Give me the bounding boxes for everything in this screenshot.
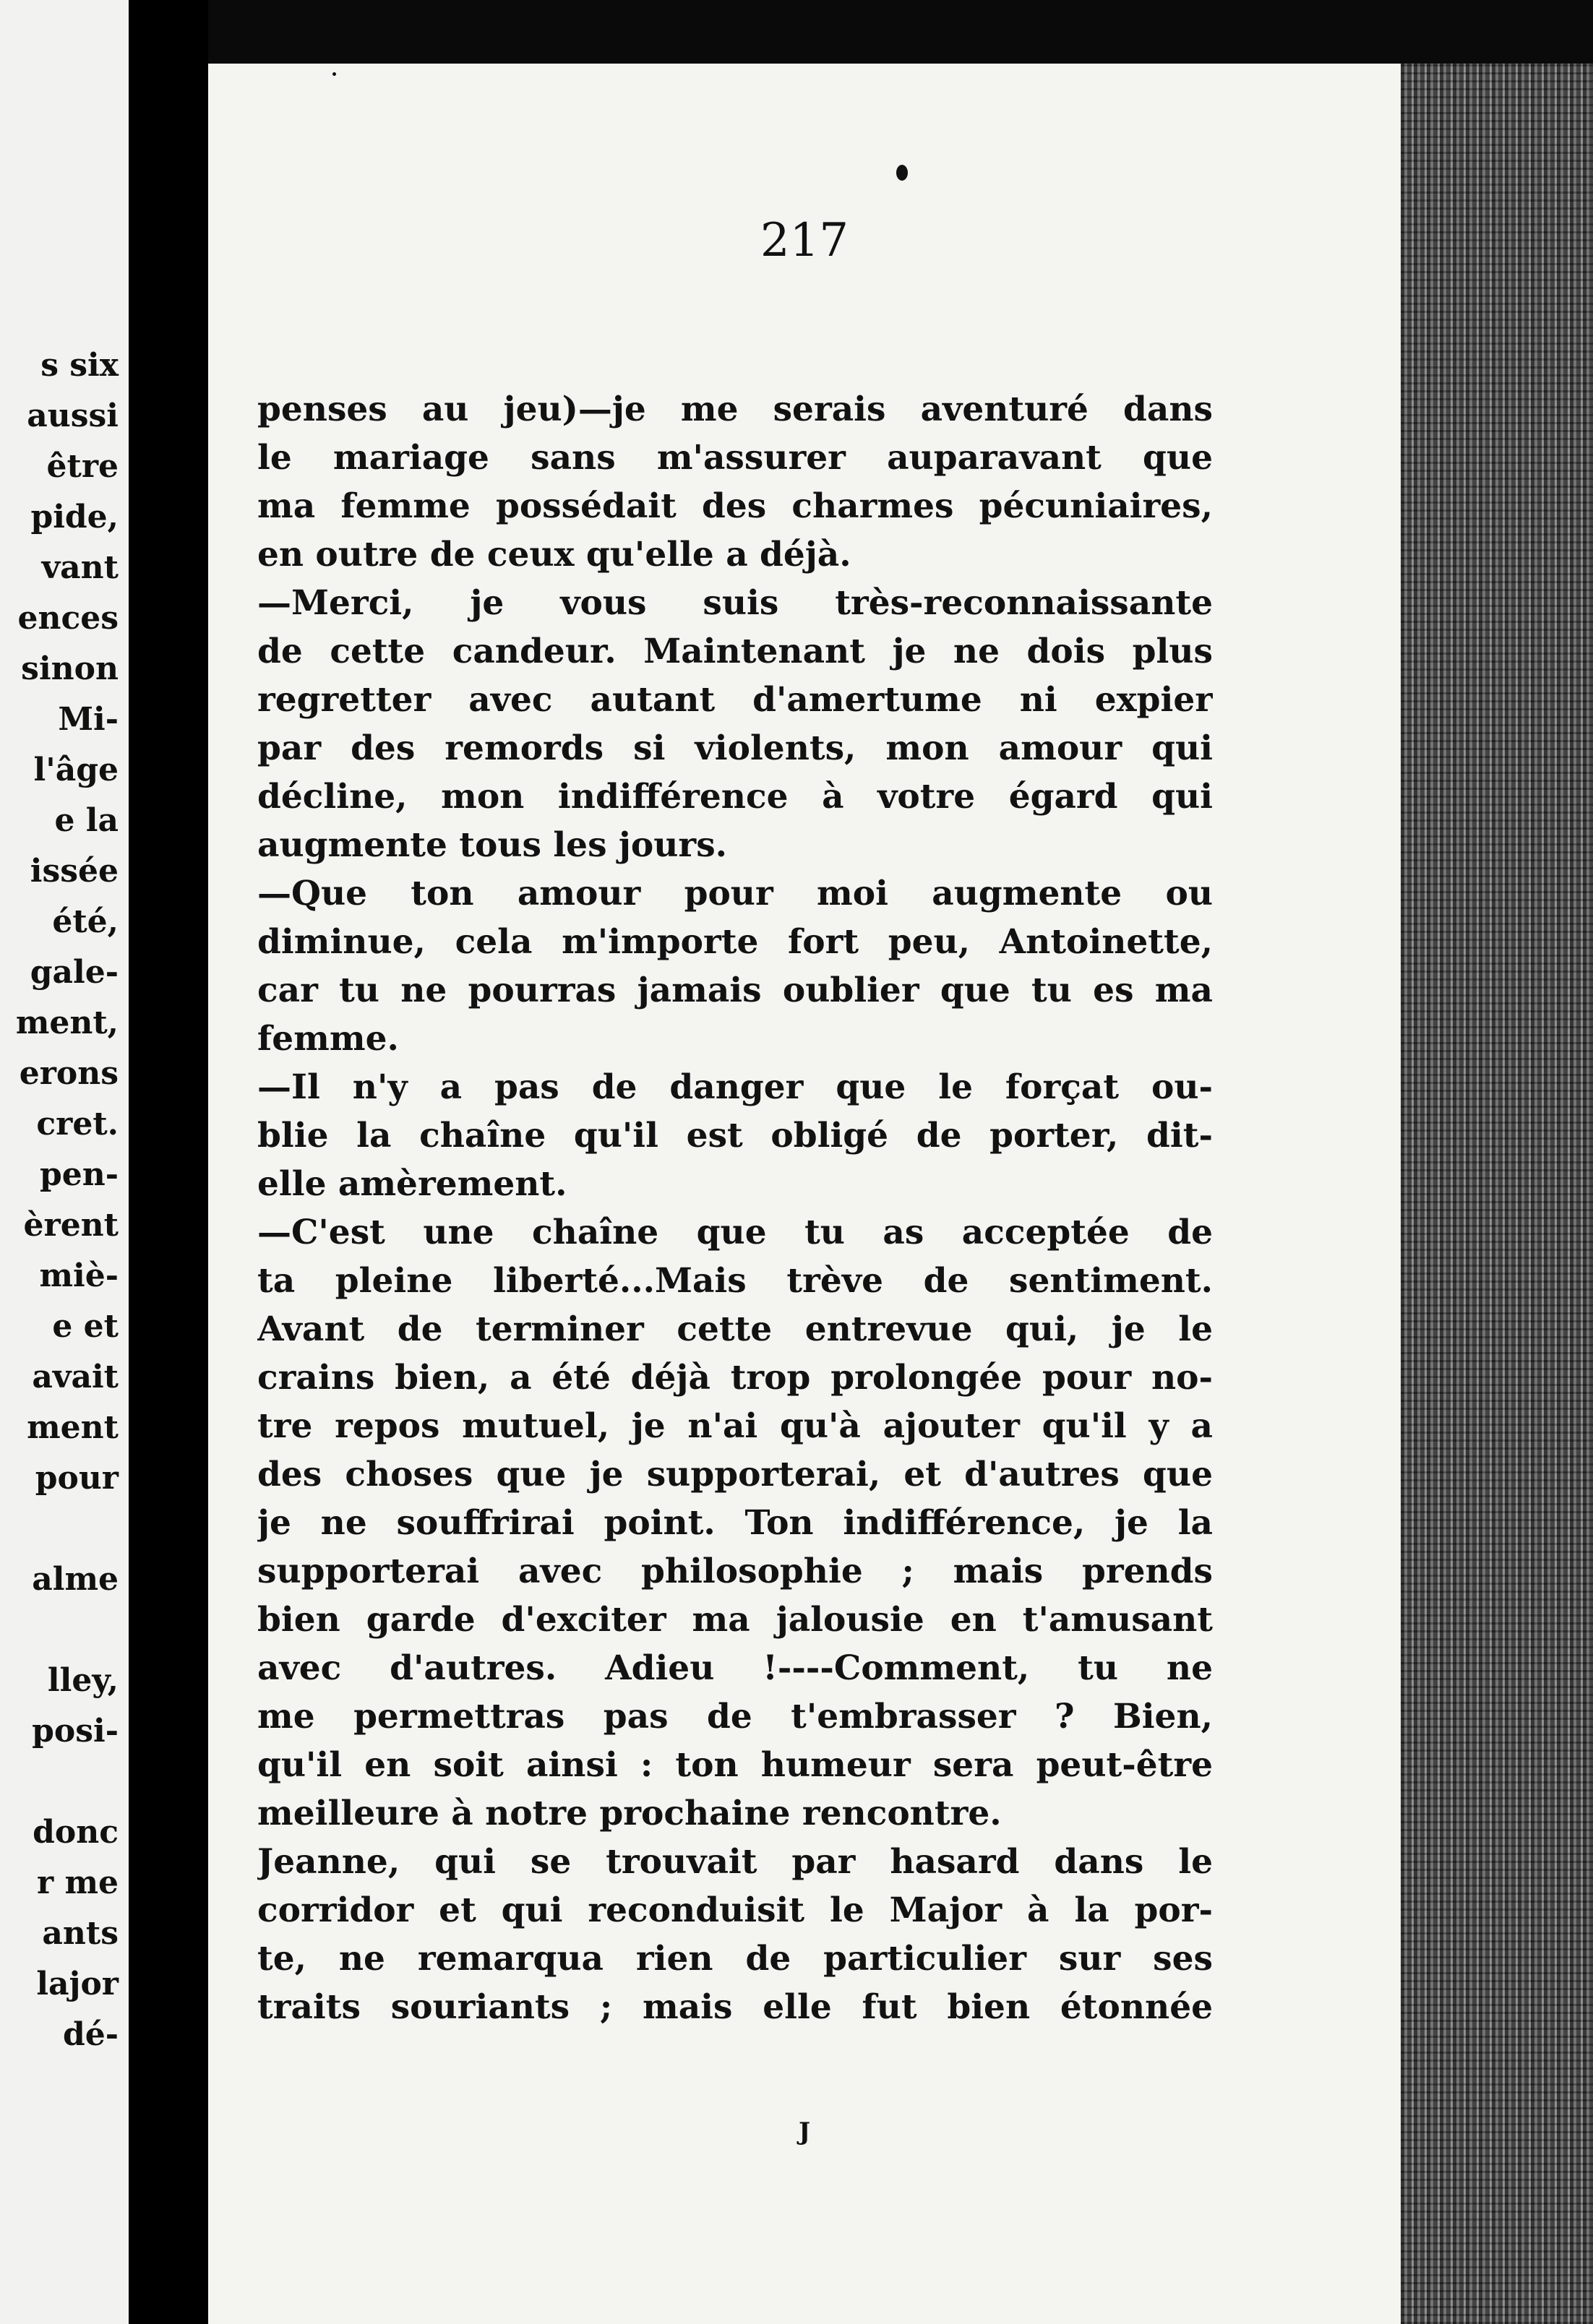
text-line: car tu ne pourras jamais oublier que tu es ma bbox=[257, 971, 1213, 1010]
text-line: le mariage sans m'assurer auparavant que bbox=[257, 438, 1213, 478]
facing-page-line: r me bbox=[36, 1864, 119, 1901]
facing-page-line: été, bbox=[52, 903, 119, 940]
facing-page-line: aussi bbox=[27, 397, 119, 434]
text-line: diminue, cela m'importe fort peu, Antoinette, bbox=[257, 922, 1213, 962]
text-line: penses au jeu)—je me serais aventuré dans bbox=[257, 390, 1213, 429]
text-line: ma femme possédait des charmes pécuniaires, bbox=[257, 486, 1213, 526]
signature-mark: J bbox=[798, 2117, 811, 2146]
facing-page-line: issée bbox=[30, 853, 119, 890]
facing-page-line: posi- bbox=[32, 1713, 119, 1750]
facing-page-line: pour bbox=[35, 1460, 119, 1497]
text-line: je ne souffrirai point. Ton indifférence, je la bbox=[257, 1503, 1213, 1543]
facing-page-line: être bbox=[46, 448, 119, 485]
text-line: femme. bbox=[257, 1019, 399, 1059]
facing-page-line: sinon bbox=[21, 650, 119, 687]
facing-page-line: cret. bbox=[36, 1106, 119, 1142]
facing-page-fragment bbox=[0, 0, 129, 2324]
text-line: crains bien, a été déjà trop prolongée pour no- bbox=[257, 1358, 1213, 1398]
text-line: supporterai avec philosophie ; mais prends bbox=[257, 1552, 1213, 1591]
ink-speck bbox=[896, 165, 908, 181]
facing-page-line: ants bbox=[42, 1915, 119, 1952]
text-line: des choses que je supporterai, et d'autres que bbox=[257, 1455, 1213, 1494]
text-line: de cette candeur. Maintenant je ne dois plus bbox=[257, 632, 1213, 671]
text-line: blie la chaîne qu'il est obligé de porter, dit- bbox=[257, 1116, 1213, 1155]
text-line: Avant de terminer cette entrevue qui, je le bbox=[257, 1309, 1213, 1349]
ink-speck bbox=[332, 72, 336, 76]
facing-page-line: e et bbox=[52, 1308, 119, 1345]
text-line: décline, mon indifférence à votre égard qui bbox=[257, 777, 1213, 817]
text-line: avec d'autres. Adieu !----Comment, tu ne bbox=[257, 1648, 1213, 1688]
facing-page-line: vant bbox=[41, 549, 119, 586]
facing-page-line: ences bbox=[17, 600, 119, 637]
text-line: —Que ton amour pour moi augmente ou bbox=[257, 874, 1213, 913]
text-line: corridor et qui reconduisit le Major à la por- bbox=[257, 1890, 1213, 1930]
body-text bbox=[257, 385, 1213, 2031]
facing-page-line: pen- bbox=[39, 1156, 119, 1193]
text-line: —Il n'y a pas de danger que le forçat ou- bbox=[257, 1067, 1213, 1107]
facing-page-line: erons bbox=[19, 1055, 119, 1092]
text-line: ta pleine liberté...Mais trève de sentiment. bbox=[257, 1261, 1213, 1301]
text-line: elle amèrement. bbox=[257, 1164, 567, 1204]
page-edges bbox=[1401, 64, 1593, 2324]
facing-page-line: lley, bbox=[47, 1662, 119, 1699]
facing-page-line: miè- bbox=[39, 1257, 119, 1294]
text-line: —Merci, je vous suis très-reconnaissante bbox=[257, 583, 1213, 623]
text-line: par des remords si violents, mon amour qui bbox=[257, 728, 1213, 768]
text-line: Jeanne, qui se trouvait par hasard dans le bbox=[257, 1842, 1213, 1882]
text-line: te, ne remarqua rien de particulier sur ses bbox=[257, 1939, 1213, 1979]
facing-page-line: e la bbox=[54, 802, 119, 839]
facing-page-line: avait bbox=[32, 1359, 119, 1395]
text-line: me permettras pas de t'embrasser ? Bien, bbox=[257, 1697, 1213, 1736]
text-line: tre repos mutuel, je n'ai qu'à ajouter qu'il y a bbox=[257, 1406, 1213, 1446]
facing-page-line: ment bbox=[27, 1409, 119, 1446]
facing-page-line: lajor bbox=[36, 1966, 119, 2002]
facing-page-line: l'âge bbox=[33, 752, 119, 788]
text-line: meilleure à notre prochaine rencontre. bbox=[257, 1794, 1002, 1833]
facing-page-line: donc bbox=[33, 1814, 119, 1851]
text-line: augmente tous les jours. bbox=[257, 825, 728, 865]
facing-page-line: dé- bbox=[62, 2016, 119, 2053]
facing-page-line: s six bbox=[40, 347, 119, 384]
page-number: 217 bbox=[760, 214, 849, 267]
text-line: qu'il en soit ainsi : ton humeur sera peut-être bbox=[257, 1745, 1213, 1785]
book-gutter bbox=[129, 0, 208, 2324]
facing-page-line: Mi- bbox=[58, 701, 119, 738]
text-line: traits souriants ; mais elle fut bien étonnée bbox=[257, 1987, 1213, 2027]
text-line: —C'est une chaîne que tu as acceptée de bbox=[257, 1213, 1213, 1252]
facing-page-line: alme bbox=[32, 1561, 119, 1598]
facing-page-line: èrent bbox=[23, 1207, 119, 1244]
text-line: bien garde d'exciter ma jalousie en t'amusant bbox=[257, 1600, 1213, 1640]
facing-page-line: ment, bbox=[15, 1004, 119, 1041]
text-line: regretter avec autant d'amertume ni expier bbox=[257, 680, 1213, 720]
facing-page-line: pide, bbox=[30, 499, 119, 535]
text-line: en outre de ceux qu'elle a déjà. bbox=[257, 535, 851, 574]
facing-page-line: gale- bbox=[30, 954, 119, 991]
book-page bbox=[208, 64, 1401, 2324]
